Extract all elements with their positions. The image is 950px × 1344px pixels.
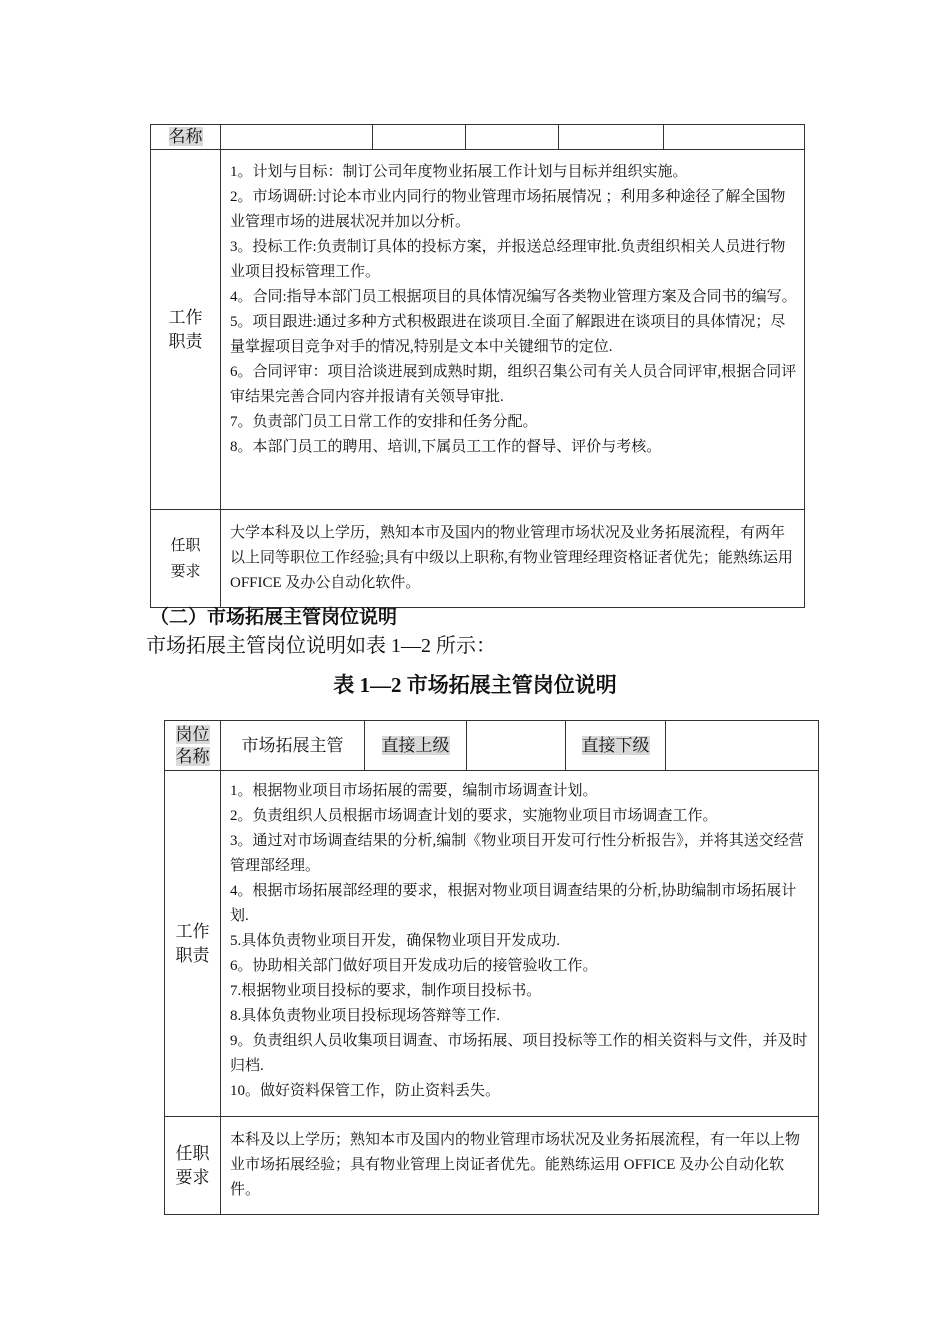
duties-label-cell bbox=[165, 771, 221, 1117]
duty-item: 6。协助相关部门做好项目开发成功后的接管验收工作。 bbox=[230, 958, 598, 974]
table2-duties-row bbox=[165, 771, 819, 1117]
table1-top-row bbox=[151, 125, 805, 150]
direct-superior-value bbox=[467, 721, 566, 771]
direct-subordinate-label-cell bbox=[566, 721, 666, 771]
empty-cell bbox=[373, 125, 466, 150]
duties-label: 工作 bbox=[175, 921, 210, 941]
direct-subordinate-label: 直接下级 bbox=[581, 735, 650, 755]
direct-superior-label: 直接上级 bbox=[381, 735, 450, 755]
duty-item: 9。负责组织人员收集项目调查、市场拓展、项目投标等工作的相关资料与文件，并及时归档. bbox=[230, 1033, 808, 1074]
table2-requirements-row bbox=[165, 1117, 819, 1215]
position-name-label-cell bbox=[151, 125, 221, 150]
duties-label: 工作 bbox=[168, 307, 203, 327]
duty-item: 7.根据物业项目投标的要求，制作项目投标书。 bbox=[230, 983, 542, 999]
duty-item: 5.具体负责物业项目开发，确保物业项目开发成功. bbox=[230, 933, 561, 949]
duty-item: 2。负责组织人员根据市场调查计划的要求，实施物业项目市场调查工作。 bbox=[230, 808, 718, 824]
requirements-content bbox=[221, 510, 805, 608]
position-name-value: 市场拓展主管 bbox=[221, 721, 365, 771]
duty-item: 4。合同:指导本部门员工根据项目的具体情况编写各类物业管理方案及合同书的编写。 bbox=[230, 289, 797, 305]
requirements-label-cell bbox=[165, 1117, 221, 1215]
position-name-label: 名称 bbox=[175, 746, 210, 766]
position-name-label: 名称 bbox=[168, 127, 203, 146]
requirements-label: 任职 bbox=[175, 1143, 210, 1163]
empty-cell bbox=[559, 125, 664, 150]
duty-item: 8。本部门员工的聘用、培训,下属员工工作的督导、评价与考核。 bbox=[230, 439, 662, 455]
table2-header-row bbox=[165, 721, 819, 771]
duty-item: 8.具体负责物业项目投标现场答辩等工作. bbox=[230, 1008, 501, 1024]
table1-requirements-row bbox=[151, 510, 805, 608]
job-description-table-2 bbox=[164, 720, 819, 1215]
section-heading: （二）市场拓展主管岗位说明 bbox=[150, 607, 398, 628]
duties-content bbox=[221, 771, 819, 1117]
requirements-label-cell bbox=[151, 510, 221, 608]
position-name-label-cell bbox=[165, 721, 221, 771]
position-name-label: 岗位 bbox=[175, 724, 210, 744]
requirements-label: 任职 bbox=[170, 537, 201, 554]
empty-cell bbox=[664, 125, 805, 150]
requirements-label: 要求 bbox=[175, 1167, 210, 1187]
duties-label-cell bbox=[151, 150, 221, 510]
duty-item: 1。计划与目标：制订公司年度物业拓展工作计划与目标并组织实施。 bbox=[230, 164, 688, 180]
empty-cell bbox=[466, 125, 559, 150]
table-title: 表 1—2 市场拓展主管岗位说明 bbox=[333, 673, 617, 697]
duty-item: 3。通过对市场调查结果的分析,编制《物业项目开发可行性分析报告》，并将其送交经营管理部经理。 bbox=[230, 833, 804, 874]
table1-duties-row bbox=[151, 150, 805, 510]
duty-item: 4。根据市场拓展部经理的要求，根据对物业项目调查结果的分析,协助编制市场拓展计划. bbox=[230, 883, 797, 924]
duties-label: 职责 bbox=[168, 331, 203, 351]
duty-item: 6。合同评审：项目洽谈进展到成熟时期，组织召集公司有关人员合同评审,根据合同评审结果完善合同内容并报请有关领导审批. bbox=[230, 364, 797, 405]
requirements-text: 大学本科及以上学历，熟知本市及国内的物业管理市场状况及业务拓展流程，有两年以上同等职位工作经验;具有中级以上职称,有物业管理经理资格证者优先；能熟练运用 OFFICE 及办公自动化软件。 bbox=[230, 525, 793, 591]
direct-subordinate-value bbox=[666, 721, 819, 771]
job-description-table-1 bbox=[150, 124, 805, 608]
duty-item: 3。投标工作:负责制订具体的投标方案，并报送总经理审批.负责组织相关人员进行物业项目投标管理工作。 bbox=[230, 239, 786, 280]
duties-label: 职责 bbox=[175, 945, 210, 965]
direct-superior-label-cell bbox=[365, 721, 467, 771]
requirements-label: 要求 bbox=[170, 563, 201, 580]
empty-cell bbox=[221, 125, 373, 150]
duty-item: 7。负责部门员工日常工作的安排和任务分配。 bbox=[230, 414, 538, 430]
duty-item: 1。根据物业项目市场拓展的需要，编制市场调查计划。 bbox=[230, 783, 598, 799]
duties-content bbox=[221, 150, 805, 510]
duty-item: 2。市场调研:讨论本市业内同行的物业管理市场拓展情况 ；利用多种途径了解全国物业管理市场的进展状况并加以分析。 bbox=[230, 189, 786, 230]
duty-item: 5。项目跟进:通过多种方式积极跟进在谈项目.全面了解跟进在谈项目的具体情况；尽量掌握项目竞争对手的情况,特别是文本中关键细节的定位. bbox=[230, 314, 786, 355]
duty-item: 10。做好资料保管工作，防止资料丢失。 bbox=[230, 1083, 501, 1099]
requirements-text: 本科及以上学历；熟知本市及国内的物业管理市场状况及业务拓展流程，有一年以上物业市场拓展经验；具有物业管理上岗证者优先。能熟练运用 OFFICE 及办公自动化软件。 bbox=[230, 1132, 801, 1198]
intro-paragraph: 市场拓展主管岗位说明如表 1—2 所示： bbox=[146, 635, 496, 657]
requirements-content bbox=[221, 1117, 819, 1215]
